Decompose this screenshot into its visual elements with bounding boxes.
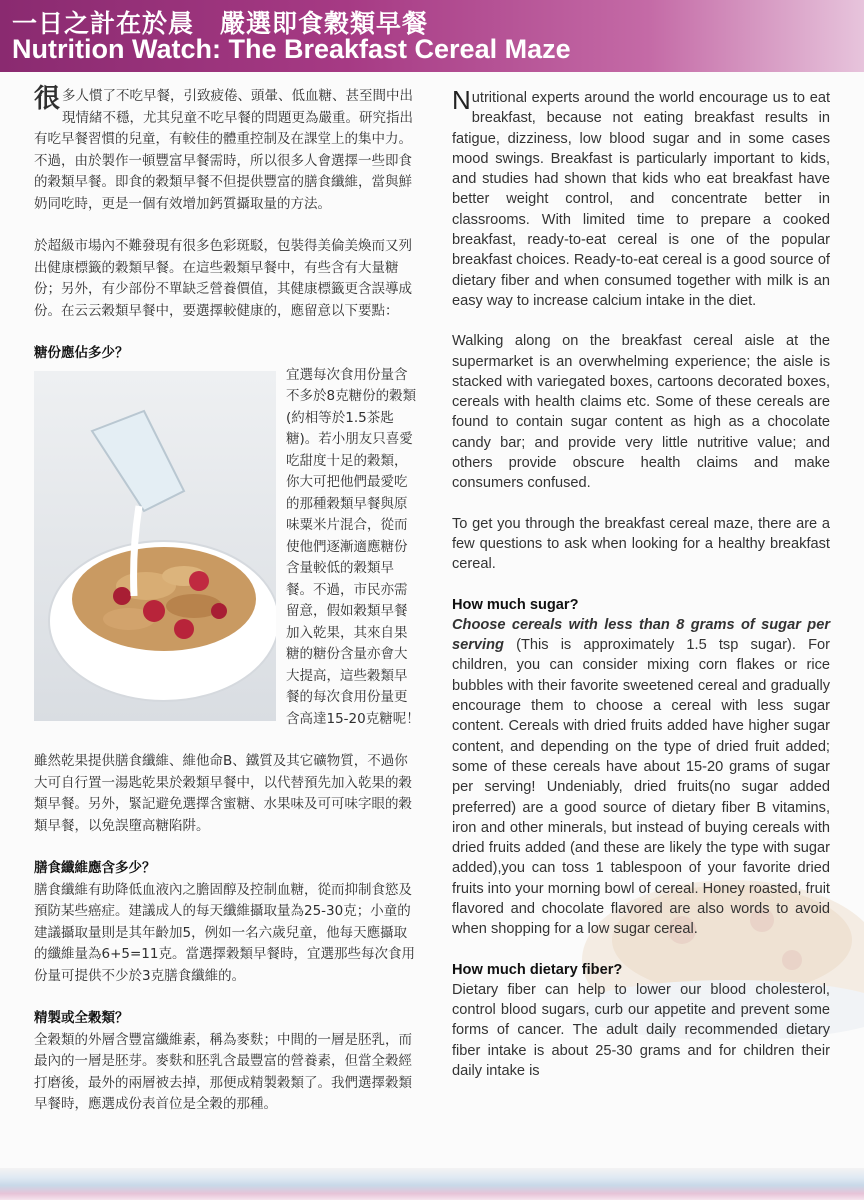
chinese-column <box>34 86 420 1137</box>
zh-sugar-paragraph-1: 宜選每次食用份量含不多於8克糖份的穀類(約相等於1.5茶匙糖)。若小朋友只喜愛吃甜度十足的穀類，你大可把他們最愛吃的那種穀類早餐與原味粟米片混合，從而使他們逐漸適應糖份含量較低的穀類早餐。不過，市民亦需留意，假如穀類早餐加入乾果，其來自果糖的糖份含量亦會大大提高，這些穀類早餐的每次食用份量更含高達15-20克糖呢！ <box>286 366 420 727</box>
en-intro-paragraph <box>452 85 830 311</box>
en-sugar-paragraph <box>452 615 830 940</box>
zh-dropcap: 很 <box>34 84 61 114</box>
en-sugar-emphasis: Choose cereals with less than 8 grams of sugar per serving <box>452 616 830 654</box>
en-paragraph-maze: To get you through the breakfast cereal maze, there are a few questions to ask when looking for a healthy breakfast cereal. <box>452 515 830 573</box>
zh-heading-refined: 精製或全穀類？ <box>34 1010 129 1026</box>
cereal-bowl-illustration <box>34 371 276 721</box>
en-dropcap: N <box>452 85 471 115</box>
english-column <box>452 85 830 1101</box>
en-heading-fiber: How much dietary fiber? <box>452 961 623 978</box>
en-section-sugar <box>452 595 830 940</box>
en-fiber-paragraph: Dietary fiber can help to lower our blood cholesterol, control blood sugars, curb our appetite and prevent some forms of cancer. The adult daily recommended dietary fiber intake is about 25-30 grams and for children their daily intake is <box>452 981 830 1080</box>
cereal-milk-photo <box>34 371 276 721</box>
zh-fiber-paragraph: 膳食纖維有助降低血液內之膽固醇及控制血糖，從而抑制食慾及預防某些癌症。建議成人的每天纖維攝取量為25-30克；小童的建議攝取量則是其年齡加5，例如一名六歲兒童，他每天應攝取的纖維量為6+5=11克。當選擇穀類早餐時，宜選那些每次食用份量可提供不少於3克膳食纖維的。 <box>34 881 415 984</box>
title-chinese: 一日之計在於晨 嚴選即食穀類早餐 <box>12 9 429 38</box>
zh-paragraph-supermarket: 於超級市場內不難發現有很多色彩斑駁，包裝得美倫美煥而又列出健康標籤的穀類早餐。在這些穀類早餐中，有些含有大量糖份；另外，有少部份不單缺乏營養價值，其健康標籤更含誤導成份。在云云穀類早餐中，要選擇較健康的，應留意以下要點： <box>34 238 412 319</box>
zh-refined-paragraph: 全穀類的外層含豐富纖維素，稱為麥麩；中間的一層是胚乳，而最內的一層是胚芽。麥麩和胚乳含最豐富的營養素，但當全穀經打磨後，最外的兩層被去掉，那便成精製穀類了。我們選擇穀類早餐時，應選成份表首位是全穀的那種。 <box>34 1031 412 1112</box>
en-paragraph-supermarket: Walking along on the breakfast cereal aisle at the supermarket is an overwhelming experience; the aisle is stacked with variegated boxes, cartoons decorated boxes, cereals with health claims etc. Some of these cereals are found to contain sugar content as high as a chocolate candy bar; and provide very little nutritive value; and others provide obscure health claims and make consumers confused. <box>452 333 830 492</box>
en-intro-text: utritional experts around the world encourage us to eat breakfast, because not eating breakfast results in fatigue, dizziness, low blood sugar and in some cases mood swings. Breakfast is particularly important to kids, and studies had shown that kids who eat breakfast have better weight control, and concentrate better in classrooms. With limited time to prepare a cooked breakfast, ready-to-eat cereal is one of the popular breakfast choices. Ready-to-eat cereal is a good source of dietary fiber and when consumed together with milk is an easy way to increase calcium intake in the diet. <box>452 90 830 309</box>
en-section-fiber <box>452 960 830 1082</box>
en-heading-sugar: How much sugar? <box>452 596 579 613</box>
zh-heading-sugar: 糖份應佔多少？ <box>34 345 129 361</box>
zh-section-refined <box>34 1008 420 1116</box>
en-sugar-text: (This is approximately 1.5 tsp sugar). For children, you can consider mixing corn flakes or rice bubbles with their favorite sweetened cereal and gradually encourage them to choose a cereal with less sugar content. Cereals with dried fruits added have higher sugar content, and depending on the type of dried fruit added; some of these cereals have about 15-20 grams of sugar per serving! Undeniably, dried fruits(no sugar added preferred) are a good source of dietary fiber B vitamins, iron and other minerals, but instead of buying cereals with dried fruits added (and these are likely the type with sugar added),you can toss 1 tablespoon of your favorite dried fruits into your morning bowl of cereal. Honey roasted, fruit flavored and chocolate flavored are also words to avoid when shopping for a low sugar cereal. <box>452 637 830 938</box>
zh-section-fiber <box>34 858 420 987</box>
zh-section-sugar <box>34 343 420 837</box>
footer-color-band <box>0 1168 864 1200</box>
title-english: Nutrition Watch: The Breakfast Cereal Maze <box>12 34 571 64</box>
zh-intro-text: 多人慣了不吃早餐，引致疲倦、頭暈、低血糖、甚至間中出現情緒不穩，尤其兒童不吃早餐的問題更為嚴重。研究指出有吃早餐習慣的兒童，有較佳的體重控制及在課堂上的集中力。不過，由於製作一頓豐富早餐需時，所以很多人會選擇一些即食的穀類早餐。即食的穀類早餐不但提供豐富的膳食纖維，當與鮮奶同吃時，更是一個有效增加鈣質攝取量的方法。 <box>34 88 414 212</box>
title-banner <box>0 0 864 72</box>
zh-intro-paragraph <box>34 86 420 215</box>
zh-heading-fiber: 膳食纖維應含多少？ <box>34 860 156 876</box>
zh-sugar-paragraph-2: 雖然乾果提供膳食纖維、維他命B、鐵質及其它礦物質，不過你大可自行置一湯匙乾果於穀類早餐中，以代替預先加入乾果的穀類早餐。另外，緊記避免選擇含蜜糖、水果味及可可味字眼的穀類早餐，以免誤墮高糖陷阱。 <box>34 753 412 834</box>
